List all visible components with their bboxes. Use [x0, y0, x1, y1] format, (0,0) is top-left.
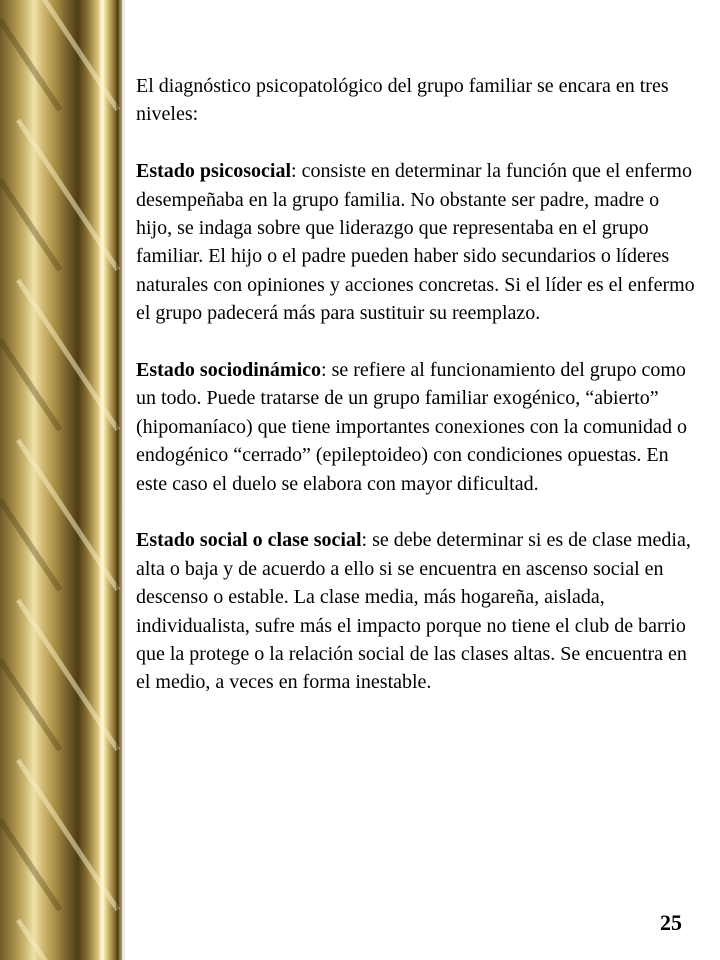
section-clase-social [136, 526, 700, 696]
decorative-gold-border [0, 0, 122, 960]
border-shadow [120, 0, 126, 960]
section-sociodinamico [136, 356, 700, 498]
section-text: : consiste en determinar la función que el enfermo desempeñaba en la grupo familia. No obstante ser padre, madre o hijo, se indaga sobre que liderazgo que representaba en el grupo familiar. El hijo o el padre pueden haber sido secundarios o líderes naturales con opiniones y acciones concretas. Si el líder es el enfermo el grupo padecerá más para sustituir su reemplazo. [136, 160, 695, 325]
section-heading: Estado social o clase social [136, 529, 362, 552]
gold-stripe-pattern [0, 0, 122, 960]
section-psicosocial [136, 157, 700, 327]
section-heading: Estado psicosocial [136, 160, 292, 183]
intro-paragraph: El diagnóstico psicopatológico del grupo familiar se encara en tres niveles: [136, 75, 669, 126]
section-text: : se refiere al funcionamiento del grupo como un todo. Puede tratarse de un grupo familiar exogénico, “abierto” (hipomaníaco) que tiene importantes conexiones con la comunidad o endogénico “cerrado” (epileptoideo) con condiciones opuestas. En este caso el duelo se elabora con mayor dificultad. [136, 359, 687, 495]
text-body [136, 72, 700, 725]
section-text: : se debe determinar si es de clase media, alta o baja y de acuerdo a ello si se encuentra en ascenso social en descenso o estable. La clase media, más hogareña, aislada, individualista, sufre más el impacto porque no tiene el club de barrio que la protege o la relación social de las clases altas. Se encuentra en el medio, a veces en forma inestable. [136, 529, 691, 694]
section-heading: Estado sociodinámico [136, 359, 322, 382]
page-number: 25 [660, 910, 682, 935]
